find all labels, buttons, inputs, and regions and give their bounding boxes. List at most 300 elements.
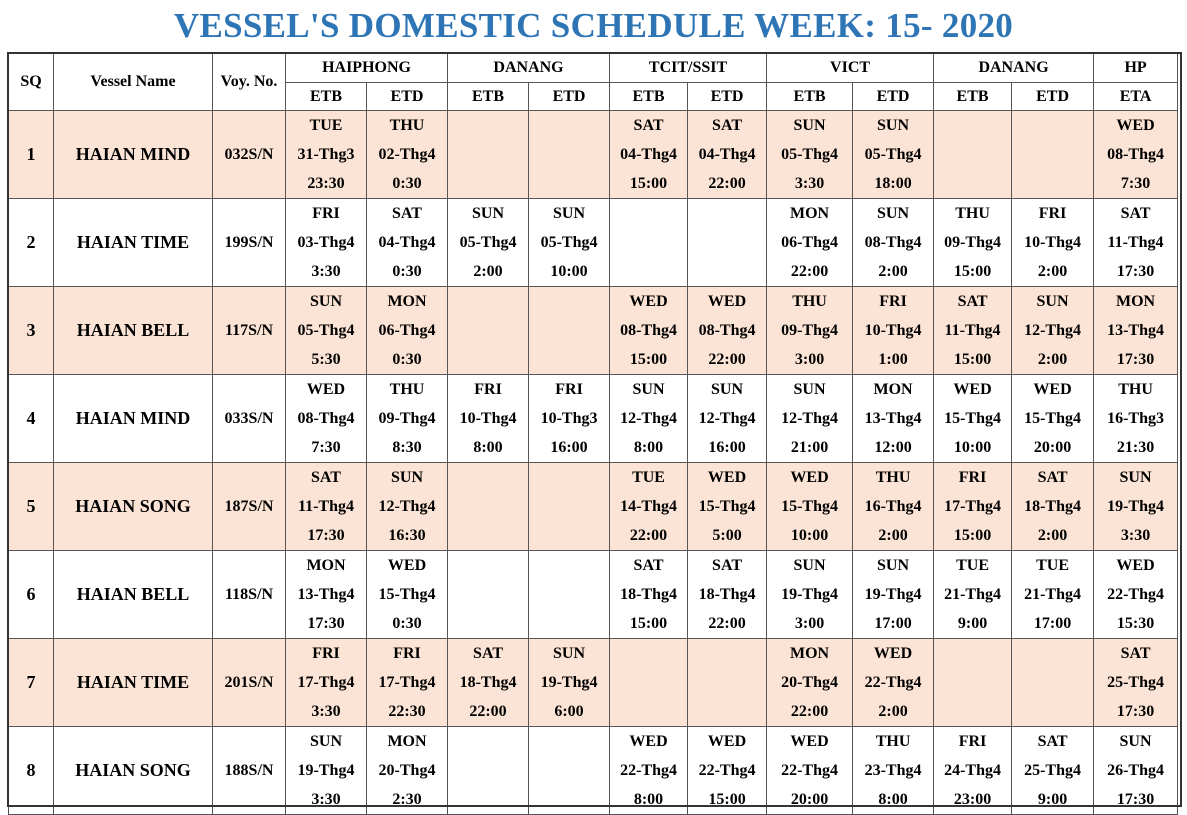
day-label: TUE [309, 117, 343, 134]
vessel-name: HAIAN TIME [54, 199, 213, 287]
time-label: 17:30 [1116, 263, 1155, 280]
day-label: SAT [1120, 645, 1151, 662]
time-label: 2:30 [392, 791, 422, 808]
time-label: 3:30 [311, 791, 341, 808]
schedule-cell [367, 463, 448, 551]
day-label: SAT [1120, 205, 1151, 222]
schedule-cell [448, 463, 529, 551]
schedule-cell [367, 287, 448, 375]
header-port-haiphong: HAIPHONG [286, 54, 448, 83]
date-label: 23-Thg4 [864, 762, 922, 779]
table-row [9, 551, 1178, 639]
date-label: 05-Thg4 [459, 234, 517, 251]
sequence-number: 4 [9, 375, 54, 463]
voyage-number: 187S/N [213, 463, 286, 551]
voyage-number: 199S/N [213, 199, 286, 287]
date-label: 05-Thg4 [540, 234, 598, 251]
day-label: WED [953, 381, 992, 398]
time-label: 16:00 [708, 439, 746, 456]
day-label: FRI [555, 381, 583, 398]
date-label: 21-Thg4 [1024, 586, 1081, 603]
date-label: 31-Thg3 [297, 146, 355, 163]
date-label: 13-Thg4 [1107, 322, 1164, 339]
voyage-number: 033S/N [213, 375, 286, 463]
schedule-cell [767, 111, 853, 199]
schedule-cell [367, 727, 448, 815]
day-label: SUN [553, 645, 586, 662]
time-label: 8:00 [878, 791, 908, 808]
day-label: SUN [1119, 733, 1152, 750]
schedule-cell [610, 375, 688, 463]
table-row [9, 463, 1178, 551]
day-label: MON [387, 293, 427, 310]
schedule-cell [1012, 639, 1094, 727]
header-port-hp: HP [1094, 54, 1178, 83]
schedule-cell [853, 111, 934, 199]
time-label: 17:30 [1116, 703, 1155, 720]
header-etb-col: ETB [286, 83, 367, 111]
date-label: 19-Thg4 [864, 586, 922, 603]
schedule-cell [853, 463, 934, 551]
date-label: 12-Thg4 [378, 498, 436, 515]
day-label: SUN [877, 117, 910, 134]
time-label: 16:00 [550, 439, 588, 456]
sequence-number: 3 [9, 287, 54, 375]
schedule-cell [529, 639, 610, 727]
time-label: 10:00 [953, 439, 992, 456]
time-label: 2:00 [1037, 527, 1068, 544]
time-label: 2:00 [878, 527, 908, 544]
table-row [9, 639, 1178, 727]
date-label: 05-Thg4 [864, 146, 922, 163]
voyage-number: 188S/N [213, 727, 286, 815]
date-label: 15-Thg4 [698, 498, 756, 515]
time-label: 15:00 [953, 263, 992, 280]
schedule-cell [934, 287, 1012, 375]
day-label: SUN [632, 381, 665, 398]
time-label: 8:00 [633, 439, 664, 456]
schedule-cell [767, 463, 853, 551]
day-label: MON [789, 645, 830, 662]
time-label: 8:00 [473, 439, 503, 456]
time-label: 0:30 [392, 263, 422, 280]
date-label: 06-Thg4 [781, 234, 838, 251]
day-label: SUN [793, 117, 826, 134]
day-label: THU [389, 381, 425, 398]
time-label: 17:30 [1116, 791, 1155, 808]
schedule-cell [688, 375, 767, 463]
table-row [9, 727, 1178, 815]
sequence-number: 8 [9, 727, 54, 815]
schedule-cell [1012, 199, 1094, 287]
day-label: SAT [957, 293, 988, 310]
time-label: 15:00 [629, 615, 668, 632]
time-label: 12:00 [874, 439, 912, 456]
date-label: 15-Thg4 [378, 586, 436, 603]
schedule-cell [1094, 551, 1178, 639]
date-label: 22-Thg4 [620, 762, 677, 779]
schedule-cell [610, 551, 688, 639]
time-label: 9:00 [1037, 791, 1068, 808]
schedule-cell [529, 199, 610, 287]
day-label: FRI [393, 645, 421, 662]
schedule-cell [934, 375, 1012, 463]
date-label: 13-Thg4 [297, 586, 355, 603]
date-label: 22-Thg4 [1107, 586, 1164, 603]
time-label: 8:30 [392, 439, 422, 456]
header-sq: SQ [9, 54, 54, 111]
time-label: 5:00 [712, 527, 742, 544]
date-label: 09-Thg4 [944, 234, 1001, 251]
date-label: 18-Thg4 [459, 674, 517, 691]
date-label: 17-Thg4 [378, 674, 436, 691]
day-label: SAT [633, 557, 664, 574]
time-label: 0:30 [392, 351, 422, 368]
schedule-cell [1094, 727, 1178, 815]
schedule-cell [853, 639, 934, 727]
time-label: 22:00 [629, 527, 668, 544]
day-label: SAT [1037, 733, 1068, 750]
day-label: SUN [309, 733, 342, 750]
time-label: 2:00 [473, 263, 503, 280]
time-label: 2:00 [1037, 351, 1068, 368]
schedule-cell [1012, 375, 1094, 463]
schedule-cell [529, 463, 610, 551]
schedule-cell [1094, 639, 1178, 727]
day-label: SUN [1119, 469, 1152, 486]
date-label: 10-Thg4 [459, 410, 517, 427]
time-label: 20:00 [1033, 439, 1072, 456]
date-label: 06-Thg4 [378, 322, 436, 339]
day-label: THU [389, 117, 425, 134]
schedule-cell [286, 551, 367, 639]
day-label: THU [955, 205, 990, 222]
schedule-cell [448, 727, 529, 815]
date-label: 03-Thg4 [297, 234, 355, 251]
date-label: 17-Thg4 [297, 674, 355, 691]
time-label: 17:00 [1033, 615, 1072, 632]
header-voyage-no: Voy. No. [213, 54, 286, 111]
day-label: FRI [958, 733, 987, 750]
time-label: 17:30 [1116, 351, 1155, 368]
time-label: 3:30 [311, 263, 341, 280]
schedule-cell [1094, 463, 1178, 551]
day-label: FRI [474, 381, 502, 398]
schedule-cell [448, 111, 529, 199]
time-label: 22:00 [708, 175, 746, 192]
day-label: FRI [312, 645, 340, 662]
day-label: SUN [793, 557, 826, 574]
date-label: 13-Thg4 [864, 410, 922, 427]
day-label: FRI [879, 293, 907, 310]
time-label: 23:00 [953, 791, 992, 808]
date-label: 10-Thg4 [1024, 234, 1081, 251]
day-label: WED [790, 733, 829, 750]
schedule-cell [367, 551, 448, 639]
vessel-name: HAIAN SONG [54, 463, 213, 551]
date-label: 15-Thg4 [1024, 410, 1081, 427]
time-label: 22:00 [708, 615, 746, 632]
time-label: 16:30 [388, 527, 426, 544]
schedule-cell [610, 111, 688, 199]
time-label: 22:00 [790, 263, 829, 280]
date-label: 22-Thg4 [781, 762, 838, 779]
day-label: FRI [1038, 205, 1067, 222]
schedule-cell [286, 111, 367, 199]
day-label: SUN [877, 557, 910, 574]
time-label: 23:30 [307, 175, 345, 192]
date-label: 11-Thg4 [944, 322, 1001, 339]
date-label: 12-Thg4 [1024, 322, 1081, 339]
header-port-tcit-ssit: TCIT/SSIT [610, 54, 767, 83]
date-label: 12-Thg4 [781, 410, 838, 427]
day-label: WED [707, 733, 747, 750]
header-etd-col: ETD [688, 83, 767, 111]
vessel-name: HAIAN MIND [54, 111, 213, 199]
page-title: VESSEL'S DOMESTIC SCHEDULE WEEK: 15- 2020 [173, 6, 1014, 45]
schedule-cell [286, 287, 367, 375]
date-label: 18-Thg4 [698, 586, 756, 603]
date-label: 08-Thg4 [698, 322, 756, 339]
day-label: TUE [632, 469, 665, 486]
time-label: 22:00 [469, 703, 507, 720]
schedule-cell [853, 727, 934, 815]
day-label: WED [629, 733, 668, 750]
day-label: WED [1116, 117, 1155, 134]
date-label: 08-Thg4 [864, 234, 922, 251]
table-row [9, 111, 1178, 199]
time-label: 10:00 [790, 527, 829, 544]
schedule-cell [529, 111, 610, 199]
time-label: 3:30 [794, 175, 825, 192]
time-label: 15:30 [1116, 615, 1155, 632]
date-label: 16-Thg3 [1107, 410, 1164, 427]
time-label: 6:00 [554, 703, 584, 720]
schedule-cell [610, 727, 688, 815]
schedule-cell [688, 639, 767, 727]
date-label: 02-Thg4 [378, 146, 436, 163]
day-label: SUN [472, 205, 505, 222]
header-port-vict: VICT [767, 54, 934, 83]
schedule-cell [767, 375, 853, 463]
day-label: SAT [473, 645, 503, 662]
table-row [9, 199, 1178, 287]
day-label: MON [1115, 293, 1156, 310]
schedule-cell [367, 111, 448, 199]
schedule-cell [934, 639, 1012, 727]
day-label: WED [306, 381, 346, 398]
day-label: WED [707, 469, 747, 486]
day-label: FRI [312, 205, 340, 222]
time-label: 18:00 [874, 175, 912, 192]
day-label: WED [790, 469, 829, 486]
time-label: 2:00 [878, 263, 908, 280]
schedule-cell [1094, 287, 1178, 375]
time-label: 15:00 [629, 175, 668, 192]
schedule-cell [286, 375, 367, 463]
date-label: 15-Thg4 [944, 410, 1001, 427]
day-label: TUE [1036, 557, 1069, 574]
schedule-cell [610, 287, 688, 375]
date-label: 25-Thg4 [1024, 762, 1081, 779]
time-label: 9:00 [957, 615, 988, 632]
date-label: 09-Thg4 [378, 410, 436, 427]
time-label: 7:30 [1120, 175, 1151, 192]
schedule-cell [367, 199, 448, 287]
schedule-cell [610, 199, 688, 287]
schedule-cell [529, 727, 610, 815]
schedule-cell [688, 287, 767, 375]
header-eta-col: ETA [1094, 83, 1178, 111]
schedule-cell [286, 199, 367, 287]
schedule-cell [853, 551, 934, 639]
day-label: THU [875, 733, 911, 750]
date-label: 11-Thg4 [297, 498, 354, 515]
date-label: 04-Thg4 [698, 146, 756, 163]
schedule-cell [1094, 111, 1178, 199]
header-vessel-name: Vessel Name [54, 54, 213, 111]
time-label: 3:30 [1120, 527, 1151, 544]
time-label: 3:00 [794, 615, 825, 632]
date-label: 05-Thg4 [297, 322, 355, 339]
day-label: THU [792, 293, 827, 310]
header-etd-col: ETD [1012, 83, 1094, 111]
time-label: 3:00 [794, 351, 825, 368]
day-label: WED [873, 645, 913, 662]
schedule-cell [448, 551, 529, 639]
time-label: 20:00 [790, 791, 829, 808]
date-label: 26-Thg4 [1107, 762, 1164, 779]
header-port-danang: DANANG [448, 54, 610, 83]
schedule-cell [1012, 287, 1094, 375]
date-label: 15-Thg4 [781, 498, 838, 515]
time-label: 2:00 [1037, 263, 1068, 280]
date-label: 09-Thg4 [781, 322, 838, 339]
schedule-cell [367, 639, 448, 727]
day-label: WED [1033, 381, 1072, 398]
schedule-cell [367, 375, 448, 463]
time-label: 0:30 [392, 615, 422, 632]
time-label: 0:30 [392, 175, 422, 192]
day-label: THU [1118, 381, 1153, 398]
date-label: 19-Thg4 [1107, 498, 1164, 515]
voyage-number: 117S/N [213, 287, 286, 375]
sequence-number: 5 [9, 463, 54, 551]
day-label: WED [707, 293, 747, 310]
date-label: 10-Thg4 [864, 322, 922, 339]
day-label: WED [1116, 557, 1155, 574]
day-label: TUE [956, 557, 989, 574]
schedule-cell [448, 287, 529, 375]
schedule-cell [1012, 463, 1094, 551]
schedule-cell [934, 199, 1012, 287]
schedule-cell [767, 639, 853, 727]
time-label: 8:00 [633, 791, 664, 808]
day-label: SUN [309, 293, 342, 310]
time-label: 21:00 [790, 439, 829, 456]
schedule-cell [1094, 199, 1178, 287]
vessel-name: HAIAN TIME [54, 639, 213, 727]
vessel-name: HAIAN SONG [54, 727, 213, 815]
header-etd-col: ETD [529, 83, 610, 111]
schedule-cell [610, 639, 688, 727]
day-label: FRI [958, 469, 987, 486]
schedule-cell [448, 639, 529, 727]
day-label: SUN [553, 205, 586, 222]
day-label: MON [387, 733, 427, 750]
date-label: 19-Thg4 [297, 762, 355, 779]
day-label: WED [629, 293, 668, 310]
date-label: 08-Thg4 [620, 322, 677, 339]
schedule-cell [529, 375, 610, 463]
schedule-cell [853, 287, 934, 375]
table-row [9, 375, 1178, 463]
schedule-cell [688, 727, 767, 815]
day-label: SAT [712, 557, 742, 574]
time-label: 15:00 [708, 791, 746, 808]
schedule-cell [286, 463, 367, 551]
time-label: 10:00 [550, 263, 588, 280]
schedule-cell [688, 463, 767, 551]
time-label: 1:00 [878, 351, 908, 368]
date-label: 20-Thg4 [781, 674, 838, 691]
date-label: 08-Thg4 [1107, 146, 1164, 163]
header-port-danang-return: DANANG [934, 54, 1094, 83]
day-label: MON [306, 557, 346, 574]
day-label: SUN [1036, 293, 1069, 310]
sequence-number: 2 [9, 199, 54, 287]
date-label: 04-Thg4 [620, 146, 677, 163]
day-label: SUN [711, 381, 744, 398]
time-label: 2:00 [878, 703, 908, 720]
date-label: 22-Thg4 [864, 674, 922, 691]
time-label: 5:30 [311, 351, 341, 368]
vessel-name: HAIAN BELL [54, 551, 213, 639]
date-label: 22-Thg4 [698, 762, 756, 779]
schedule-cell [1094, 375, 1178, 463]
schedule-cell [767, 287, 853, 375]
date-label: 14-Thg4 [620, 498, 677, 515]
day-label: SUN [391, 469, 424, 486]
schedule-cell [1012, 551, 1094, 639]
time-label: 17:30 [307, 615, 345, 632]
time-label: 15:00 [629, 351, 668, 368]
day-label: WED [387, 557, 427, 574]
date-label: 05-Thg4 [781, 146, 838, 163]
schedule-cell [934, 727, 1012, 815]
vessel-name: HAIAN MIND [54, 375, 213, 463]
day-label: SUN [793, 381, 826, 398]
time-label: 17:30 [307, 527, 345, 544]
date-label: 11-Thg4 [1107, 234, 1164, 251]
day-label: SAT [311, 469, 341, 486]
date-label: 04-Thg4 [378, 234, 436, 251]
day-label: SAT [1037, 469, 1068, 486]
sequence-number: 6 [9, 551, 54, 639]
schedule-cell [529, 551, 610, 639]
time-label: 21:30 [1116, 439, 1155, 456]
schedule-cell [448, 375, 529, 463]
vessel-name: HAIAN BELL [54, 287, 213, 375]
schedule-cell [934, 111, 1012, 199]
schedule-cell [1012, 111, 1094, 199]
time-label: 15:00 [953, 527, 992, 544]
date-label: 12-Thg4 [620, 410, 677, 427]
date-label: 10-Thg3 [540, 410, 598, 427]
schedule-cell [688, 111, 767, 199]
date-label: 24-Thg4 [944, 762, 1001, 779]
header-etd-col: ETD [853, 83, 934, 111]
